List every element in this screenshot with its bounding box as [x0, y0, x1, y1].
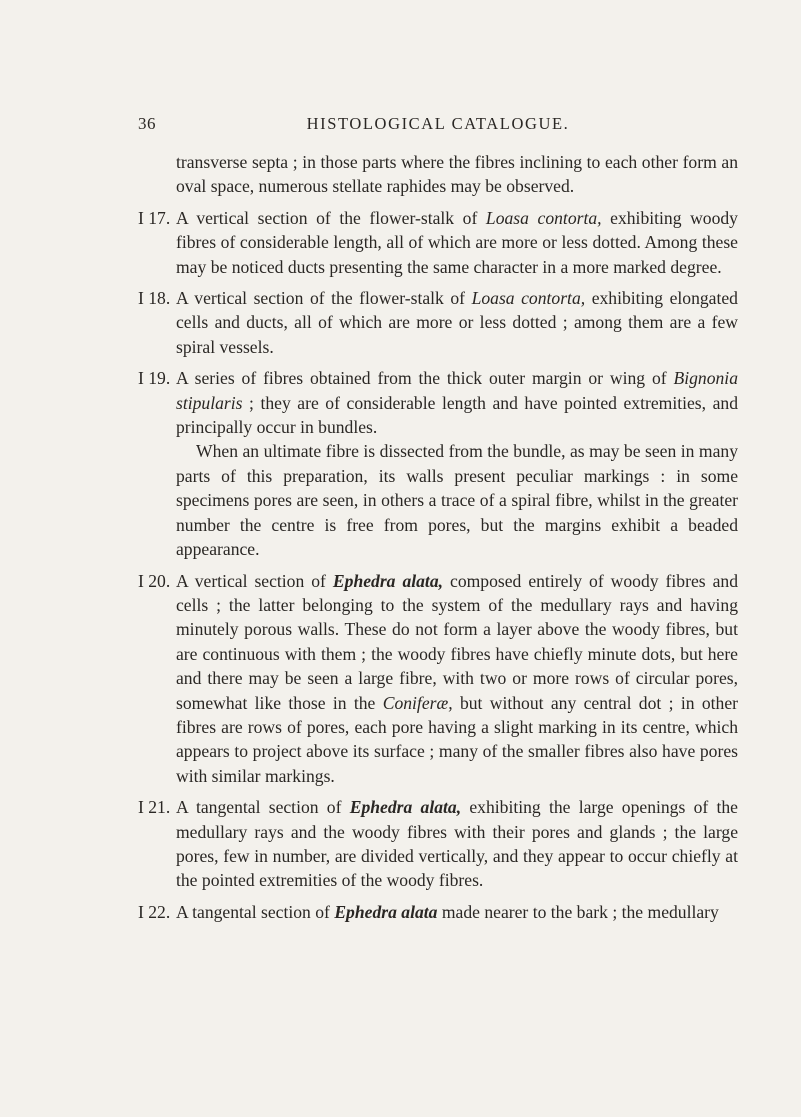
- body-text: [138, 150, 738, 931]
- species-name: Ephedra alata,: [349, 797, 462, 818]
- paragraph-text: transverse septa ; in those parts where the fibres inclining to each other form an oval space, numerous stellate raphides may be observed.: [176, 152, 738, 197]
- species-name: Bignonia stipularis: [176, 368, 738, 413]
- catalogue-entry-i18: [138, 286, 738, 359]
- entry-number: I 19.: [138, 368, 171, 389]
- entry-text: exhibiting the large openings of the medullary rays and the woody fibres with their pores and glands ; the large pores, few in number, are divided vertically, and they appear to occur chiefly at the pointed extremities of the woody fibres.: [176, 797, 738, 891]
- entry-number: I 17.: [138, 207, 171, 228]
- entry-text: A vertical section of: [176, 570, 333, 591]
- entry-text: A series of fibres obtained from the thick outer margin or wing of: [176, 368, 674, 389]
- entry-i19-continuation: [138, 439, 738, 561]
- entry-text: A tangental section of: [176, 901, 335, 922]
- species-name: Loasa contorta,: [471, 288, 586, 309]
- entry-text: A vertical section of the flower-stalk of: [176, 288, 472, 309]
- entry-text: exhibiting woody fibres of considerable length, all of which are more or less dotted. Among these may be noticed ducts presenting the same character in a more marked degree.: [176, 207, 738, 277]
- taxon-name: Coniferæ,: [382, 692, 453, 713]
- entry-text: exhibiting elongated cells and ducts, all of which are more or less dotted ; among them are a few spiral vessels.: [176, 288, 738, 357]
- entry-number: I 22.: [138, 901, 171, 922]
- catalogue-entry-i19: [138, 366, 738, 439]
- catalogue-entry-i21: [138, 795, 738, 893]
- species-name: Ephedra alata,: [332, 570, 444, 591]
- catalogue-entry-i17: [138, 206, 738, 279]
- species-name: Ephedra alata: [334, 901, 438, 922]
- entry-number: I 18.: [138, 288, 171, 309]
- entry-text: composed entirely of woody fibres and cells ; the latter belonging to the system of the medullary rays and having minutely porous walls. These do not form a layer above the woody fibres, but are continuous with them ; the woody fibres have chiefly minute dots, but here and there may be seen a large fibre, with two or more rows of circular pores, somewhat like those in the: [176, 570, 738, 713]
- catalogue-entry-i22: [138, 900, 738, 924]
- paragraph-text: When an ultimate fibre is dissected from the bundle, as may be seen in many parts of this preparation, its walls present peculiar markings : in some specimens pores are seen, in others a trace of a spiral fibre, whilst in the greater number the centre is free from pores, but the margins exhibit a beaded appearance.: [176, 441, 738, 560]
- page-header: [138, 114, 738, 140]
- entry-number: I 21.: [138, 797, 171, 818]
- entry-text: made nearer to the bark ; the medullary: [437, 901, 719, 922]
- entry-text: but without any central dot ; in other fibres are rows of pores, each pore having a slight marking in its centre, which appears to project above its surface ; many of the smaller fibres also have pores with similar markings.: [176, 692, 739, 786]
- entry-number: I 20.: [138, 570, 171, 591]
- entry-text: ; they are of considerable length and have pointed extremities, and principally occur in bundles.: [176, 392, 738, 438]
- page-number: 36: [138, 114, 156, 133]
- species-name: Loasa contorta,: [485, 207, 602, 228]
- entry-text: A vertical section of the flower-stalk of: [176, 207, 486, 228]
- running-title: HISTOLOGICAL CATALOGUE.: [306, 114, 570, 133]
- continued-paragraph: [138, 150, 738, 199]
- entry-text: A tangental section of: [176, 797, 350, 818]
- catalogue-entry-i20: [138, 569, 738, 789]
